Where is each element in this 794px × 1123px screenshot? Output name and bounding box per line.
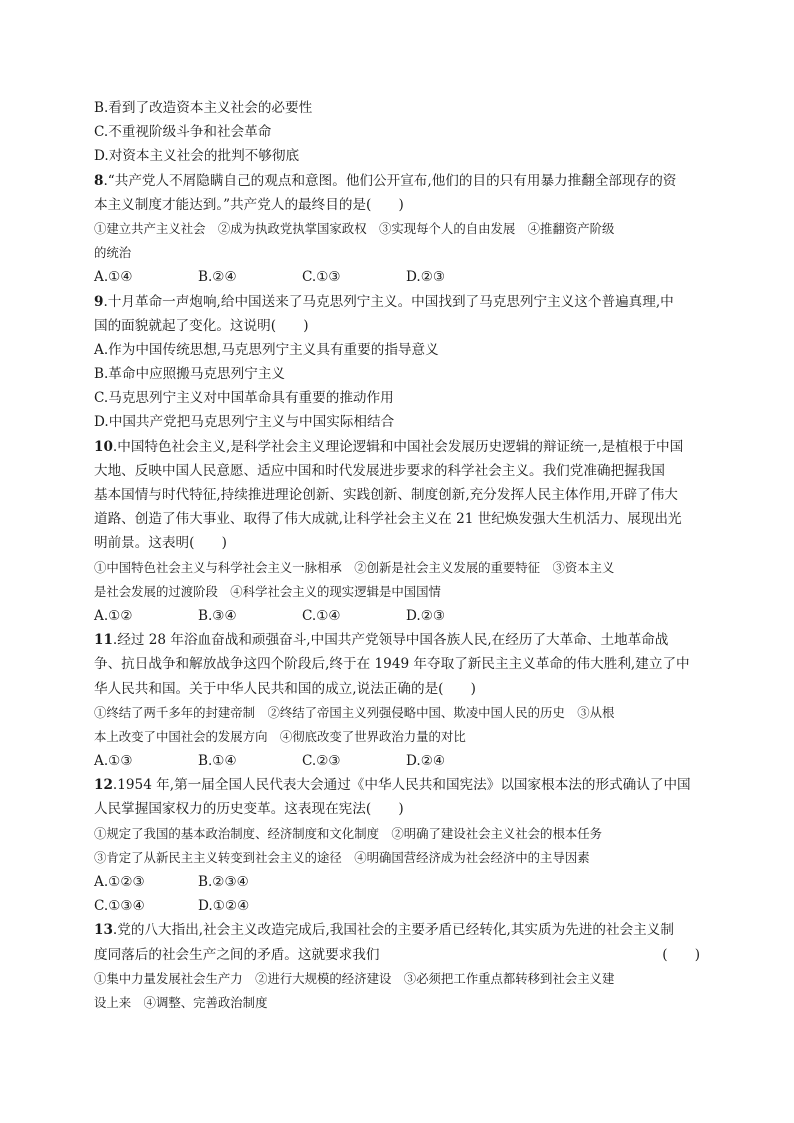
q13-stem-text-2: 度同落后的社会生产之间的矛盾。这就要求我们 [94, 946, 380, 963]
q11-option-b: B.①④ [198, 753, 237, 770]
q11-number: 11 [94, 632, 113, 649]
q8-items-line-2: 的统治 [94, 245, 132, 261]
q7-option-b: B.看到了改造资本主义社会的必要性 [94, 100, 313, 116]
q11-stem-line-2: 争、抗日战争和解放战争这四个阶段后,终于在 1949 年夺取了新民主主义革命的伟大胜利,建立了中 [94, 656, 690, 673]
q13-stem-text-1: .党的八大指出,社会主义改造完成后,我国社会的主要矛盾已经转化,其实质为先进的社会主义制 [112, 922, 674, 939]
q7-option-c: C.不重视阶级斗争和社会革命 [94, 124, 272, 141]
q10-stem-line-2: 大地、反映中国人民意愿、适应中国和时代发展进步要求的科学社会主义。我们党准确把握我国 [94, 462, 665, 479]
q11-items-line-2: 本上改变了中国社会的发展方向 ④彻底改变了世界政治力量的对比 [94, 728, 466, 744]
q9-stem-line-2: 国的面貌就起了变化。这说明( ) [94, 317, 309, 334]
q12-items-line-1: ①规定了我国的基本政治制度、经济制度和文化制度 ②明确了建设社会主义社会的根本任务 [94, 825, 603, 841]
q10-stem-line-1 [94, 435, 702, 459]
q10-stem-line-4: 道路、创造了伟大事业、取得了伟大成就,让科学社会主义在 21 世纪焕发强大生机活力、展现出光 [94, 511, 682, 528]
q12-options-row-2 [94, 894, 702, 918]
q10-stem-text-1: .中国特色社会主义,是科学社会主义理论逻辑和中国社会发展历史逻辑的辩证统一,是植根于中国 [112, 438, 684, 455]
q12-option-c: C.①③④ [94, 898, 145, 915]
q12-items-line-2: ③肯定了从新民主主义转变到社会主义的途径 ④明确国营经济成为社会经济中的主导因素 [94, 849, 590, 865]
q12-stem-line-2: 人民掌握国家权力的历史变革。这表现在宪法( ) [94, 801, 404, 818]
q13-items-line-2: 设上来 ④调整、完善政治制度 [94, 994, 268, 1010]
q12-option-b: B.②③④ [198, 874, 249, 890]
q8-option-a: A.①④ [94, 269, 133, 286]
q8-options [94, 265, 702, 289]
q9-stem-line-1 [94, 290, 702, 314]
q9-option-c: C.马克思列宁主义对中国革命具有重要的推动作用 [94, 390, 394, 407]
q11-stem-text-1: .经过 28 年浴血奋战和顽强奋斗,中国共产党领导中国各族人民,在经历了大革命、土地革命战 [112, 632, 669, 649]
q9-option-a: A.作为中国传统思想,马克思列宁主义具有重要的指导意义 [94, 341, 439, 358]
q12-stem-line-1 [94, 773, 702, 797]
q10-stem-line-3: 基本国情与时代特征,持续推进理论创新、实践创新、制度创新,充分发挥人民主体作用,开辟了伟大 [94, 487, 678, 503]
q10-options [94, 604, 702, 628]
q12-option-d: D.①②④ [198, 898, 250, 915]
q11-options [94, 749, 702, 773]
q8-items-line-1: ①建立共产主义社会 ②成为执政党执掌国家政权 ③实现每个人的自由发展 ④推翻资产阶级 [94, 220, 615, 236]
q12-option-a: A.①②③ [94, 874, 145, 890]
q10-items-line-2: 是社会发展的过渡阶段 ④科学社会主义的现实逻辑是中国国情 [94, 583, 441, 599]
q7-option-d: D.对资本主义社会的批判不够彻底 [94, 148, 300, 165]
q11-stem-line-3: 华人民共和国。关于中华人民共和国的成立,说法正确的是( ) [94, 680, 476, 697]
q11-stem-line-1 [94, 628, 702, 652]
q8-stem-line-2: 本主义制度才能达到。”共产党人的最终目的是( ) [94, 196, 404, 213]
q9-option-d: D.中国共产党把马克思列宁主义与中国实际相结合 [94, 414, 395, 431]
q10-option-d: D.②③ [406, 607, 446, 624]
q11-option-c: C.②③ [302, 753, 341, 770]
q8-option-b: B.②④ [198, 269, 237, 286]
q8-number: 8 [94, 172, 104, 189]
q10-items-line-1: ①中国特色社会主义与科学社会主义一脉相承 ②创新是社会主义发展的重要特征 ③资本主义 [94, 559, 615, 575]
q9-option-b: B.革命中应照搬马克思列宁主义 [94, 366, 286, 383]
q8-stem-line-1 [94, 169, 702, 193]
q13-answer-bracket: ( ) [662, 946, 700, 963]
q10-option-a: A.①② [94, 607, 133, 624]
q13-items-line-1: ①集中力量发展社会生产力 ②进行大规模的经济建设 ③必须把工作重点都转移到社会主义建 [94, 970, 615, 986]
q13-stem-line-1 [94, 918, 702, 942]
q11-items-line-1: ①终结了两千多年的封建帝制 ②终结了帝国主义列强侵略中国、欺凌中国人民的历史 ③从根 [94, 704, 615, 720]
q10-stem-line-5: 明前景。这表明( ) [94, 535, 227, 552]
q8-stem-text-1: .“共产党人不屑隐瞒自己的观点和意图。他们公开宣布,他们的目的只有用暴力推翻全部现存的资 [103, 172, 677, 189]
q13-stem-line-2 [94, 943, 702, 967]
document-page [94, 96, 702, 1015]
q12-options-row-1 [94, 870, 702, 894]
q10-option-c: C.①④ [302, 607, 341, 624]
q12-stem-text-1: .1954 年,第一届全国人民代表大会通过《中华人民共和国宪法》以国家根本法的形式确认了中国 [112, 777, 691, 794]
q13-number: 13 [94, 922, 113, 939]
q8-option-c: C.①③ [302, 269, 341, 286]
q8-option-d: D.②③ [406, 269, 446, 286]
q10-number: 10 [94, 438, 113, 455]
q9-stem-text-1: .十月革命一声炮响,给中国送来了马克思列宁主义。中国找到了马克思列宁主义这个普遍真理,中 [103, 293, 674, 310]
q10-option-b: B.③④ [198, 607, 237, 624]
q9-number: 9 [94, 293, 104, 310]
q11-option-d: D.②④ [406, 753, 446, 770]
q11-option-a: A.①③ [94, 753, 133, 770]
q12-number: 12 [94, 777, 113, 794]
